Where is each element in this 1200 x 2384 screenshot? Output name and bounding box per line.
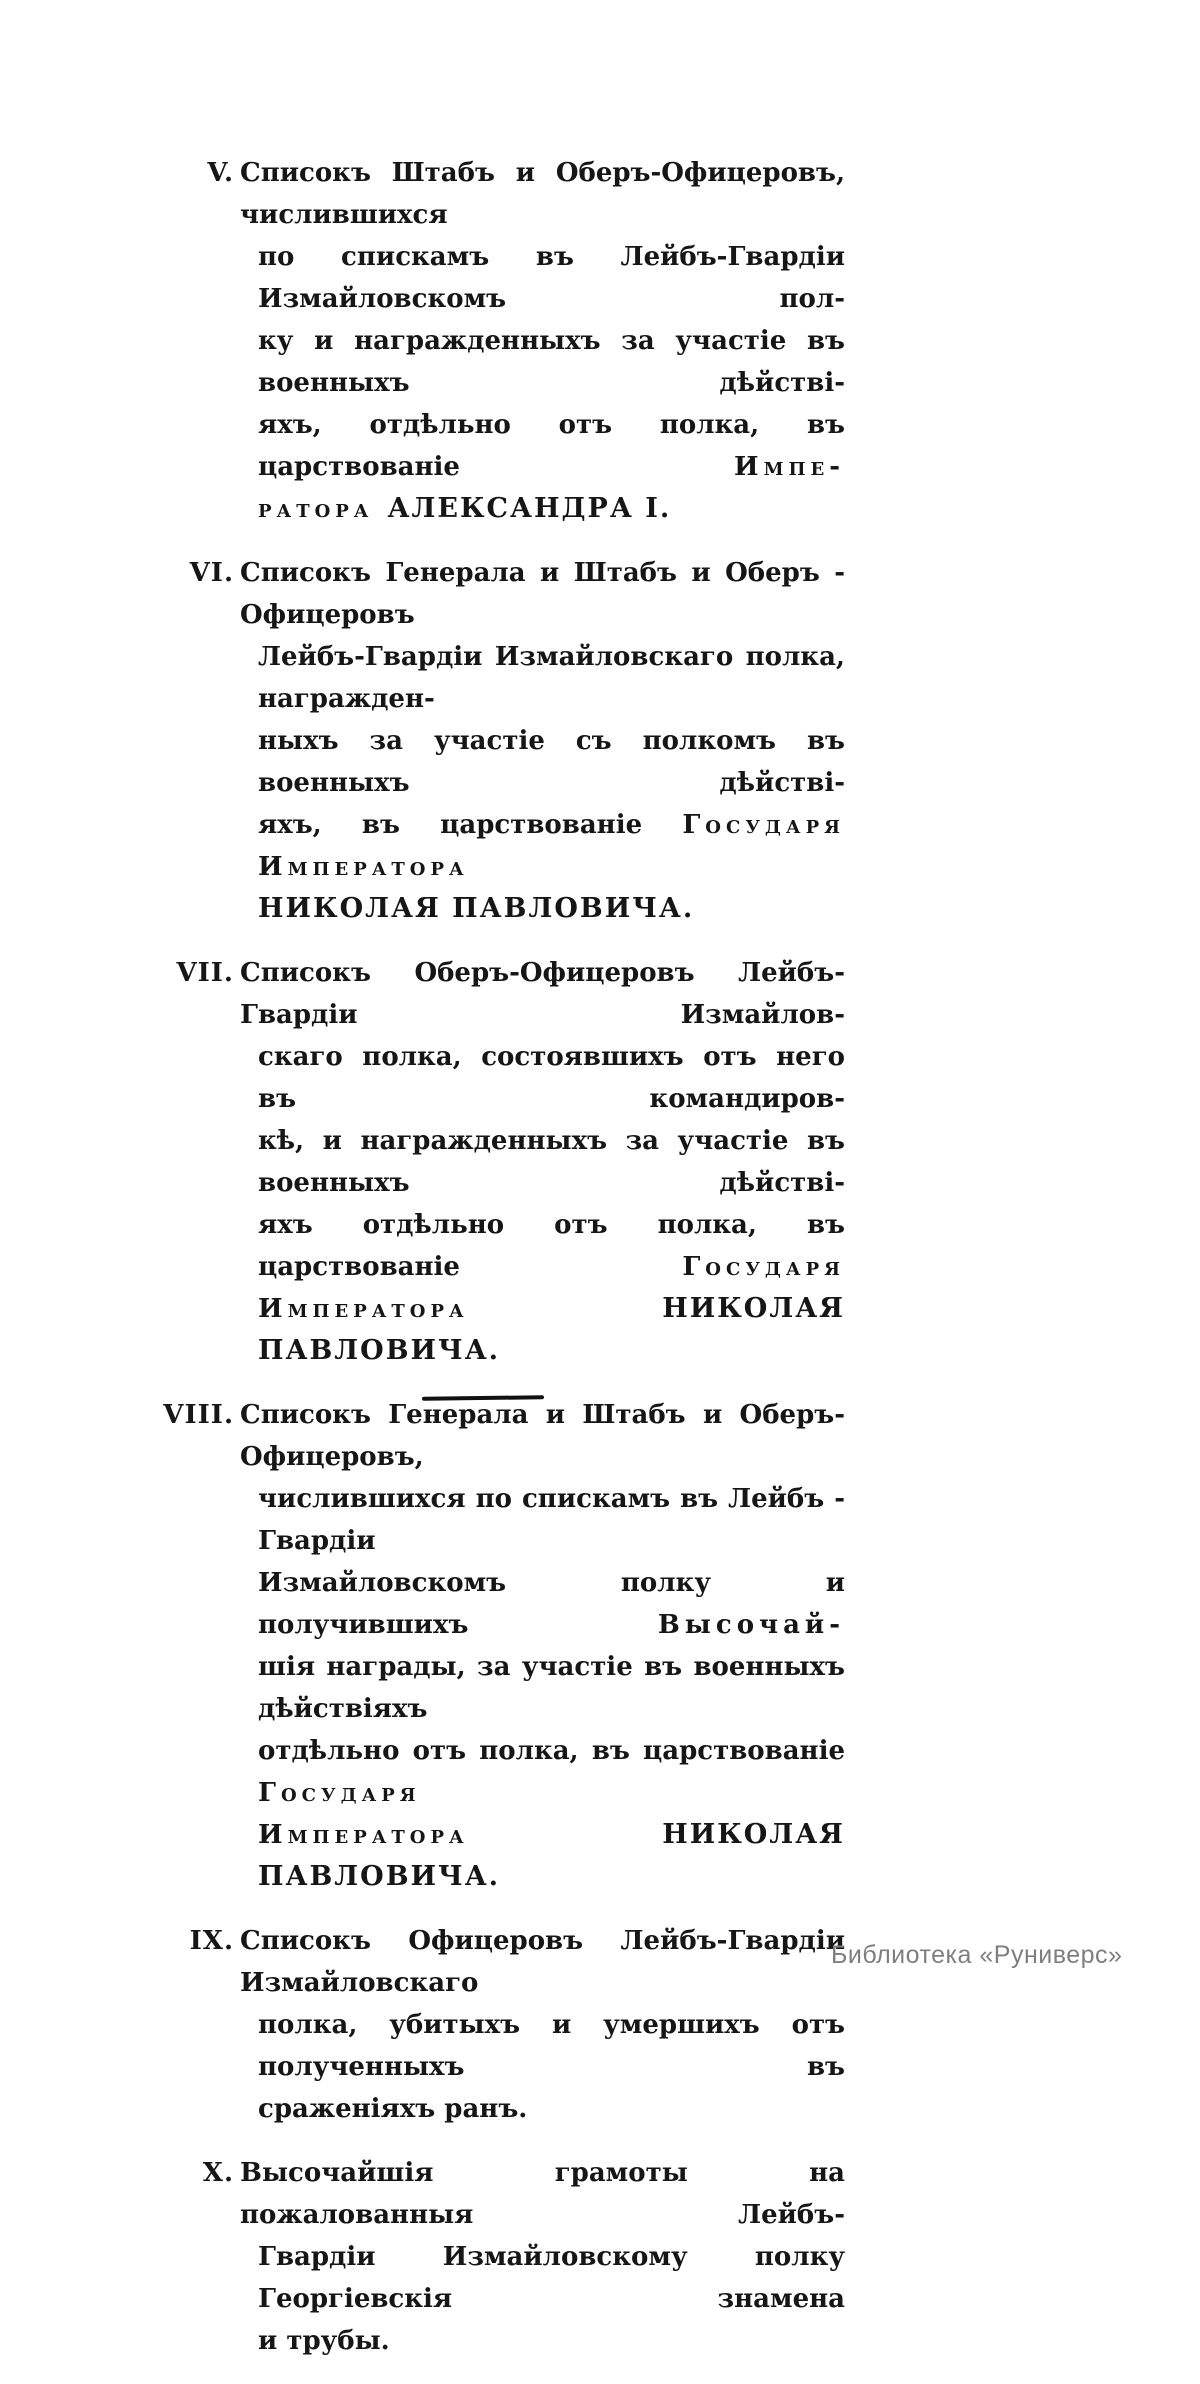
entry-line (240, 2152, 845, 2236)
entry-line (258, 1120, 845, 1204)
text-segment: АЛЕКСАНДРА I. (387, 493, 672, 524)
text-segment: Высочай- (657, 1610, 845, 1640)
entry-lines (240, 552, 845, 930)
entry-line (258, 888, 845, 930)
library-watermark: Библиотека «Руниверс» (831, 1941, 1123, 1969)
entry-lines (240, 952, 845, 1372)
entry-line (258, 720, 845, 804)
entry-lines (240, 152, 845, 530)
text-segment: яхъ, отдѣльно отъ полка, въ царствованіе (258, 410, 845, 482)
entry-line (258, 2236, 845, 2320)
text-segment: Списокъ Оберъ-Офицеровъ Лейбъ-Гвардіи Измайлов- (240, 958, 845, 1030)
entry-line (258, 320, 845, 404)
entry-line (258, 1562, 845, 1646)
text-segment: Списокъ Офицеровъ Лейбъ-Гвардіи Измайловскаго (240, 1926, 845, 1998)
entry-line (258, 1036, 845, 1120)
entry-line (240, 152, 845, 236)
toc-entry (150, 952, 850, 1372)
entry-numeral: VIII. (163, 1400, 234, 1430)
text-segment: Измайловскомъ полку и получившихъ (258, 1568, 845, 1640)
entry-line (258, 1730, 845, 1814)
text-segment: полка, убитыхъ и умершихъ отъ полученныхъ въ (258, 2010, 845, 2082)
text-segment: яхъ, въ царствованіе (258, 810, 683, 840)
entry-line (258, 1814, 845, 1898)
text-segment: скаго полка, состоявшихъ отъ него въ командиров- (258, 1042, 845, 1114)
toc-entry (150, 1920, 850, 2130)
text-segment: Лейбъ-Гвардіи Измайловскаго полка, награжден- (258, 642, 845, 714)
entry-lines (240, 1394, 845, 1898)
toc-entry (150, 152, 850, 530)
text-segment: НИКОЛАЯ ПАВЛОВИЧА. (258, 1819, 845, 1892)
text-segment: ныхъ за участіе съ полкомъ въ военныхъ дѣйстві- (258, 726, 845, 798)
entry-numeral: V. (207, 158, 234, 188)
entry-line (258, 2004, 845, 2088)
entry-numeral: VI. (189, 558, 234, 588)
entry-line (258, 2320, 845, 2362)
text-segment: и трубы. (258, 2326, 390, 2356)
entry-line (258, 2088, 845, 2130)
text-segment: Списокъ Генерала и Штабъ и Оберъ - Офицеровъ (240, 558, 845, 630)
entry-line (258, 488, 845, 530)
text-segment: яхъ отдѣльно отъ полка, въ царствованіе (258, 1210, 845, 1282)
text-segment: Государя (682, 1252, 845, 1282)
entry-numeral: X. (202, 2158, 234, 2188)
text-segment: ратора (258, 494, 388, 524)
text-segment: Императора (258, 1294, 663, 1324)
entry-line (258, 636, 845, 720)
toc-entry (150, 1394, 850, 1898)
toc-entry (150, 552, 850, 930)
entry-numeral: IX. (189, 1926, 234, 1956)
text-segment: сраженіяхъ ранъ. (258, 2094, 528, 2124)
text-segment: Государя Императора (258, 810, 845, 882)
entry-line (258, 1204, 845, 1288)
text-segment: Импе- (734, 452, 845, 482)
entry-line (240, 1394, 845, 1478)
toc-entry (150, 2152, 850, 2362)
text-segment: Списокъ Генерала и Штабъ и Оберъ-Офицеровъ, (240, 1400, 845, 1472)
entry-numeral: VII. (176, 958, 234, 988)
entry-line (240, 1920, 845, 2004)
entry-lines (240, 1920, 845, 2130)
text-segment: Государя (258, 1778, 421, 1808)
text-segment: Высочайшія грамоты на пожалованныя Лейбъ- (240, 2158, 845, 2230)
entry-line (258, 1478, 845, 1562)
text-segment: отдѣльно отъ полка, въ царствованіе (258, 1736, 845, 1766)
text-segment: Императора (258, 1820, 663, 1850)
entry-lines (240, 2152, 845, 2362)
text-segment: по спискамъ въ Лейбъ-Гвардіи Измайловскомъ пол- (258, 242, 845, 314)
text-segment: НИКОЛАЯ ПАВЛОВИЧА. (258, 893, 695, 924)
entry-line (258, 804, 845, 888)
text-segment: НИКОЛАЯ ПАВЛОВИЧА. (258, 1293, 845, 1366)
entry-line (258, 404, 845, 488)
text-segment: Списокъ Штабъ и Оберъ-Офицеровъ, числившихся (240, 158, 845, 230)
text-segment: кѣ, и награжденныхъ за участіе въ военныхъ дѣйстві- (258, 1126, 845, 1198)
entry-line (240, 952, 845, 1036)
entry-line (258, 1646, 845, 1730)
text-segment: числившихся по спискамъ въ Лейбъ - Гвардіи (258, 1484, 845, 1556)
toc-list (150, 152, 850, 2384)
entry-line (240, 552, 845, 636)
text-segment: ку и награжденныхъ за участіе въ военныхъ дѣйстві- (258, 326, 845, 398)
entry-line (258, 1288, 845, 1372)
text-segment: Гвардіи Измайловскому полку Георгіевскія знамена (258, 2242, 845, 2314)
entry-line (258, 236, 845, 320)
text-segment: шія награды, за участіе въ военныхъ дѣйствіяхъ (258, 1652, 845, 1724)
